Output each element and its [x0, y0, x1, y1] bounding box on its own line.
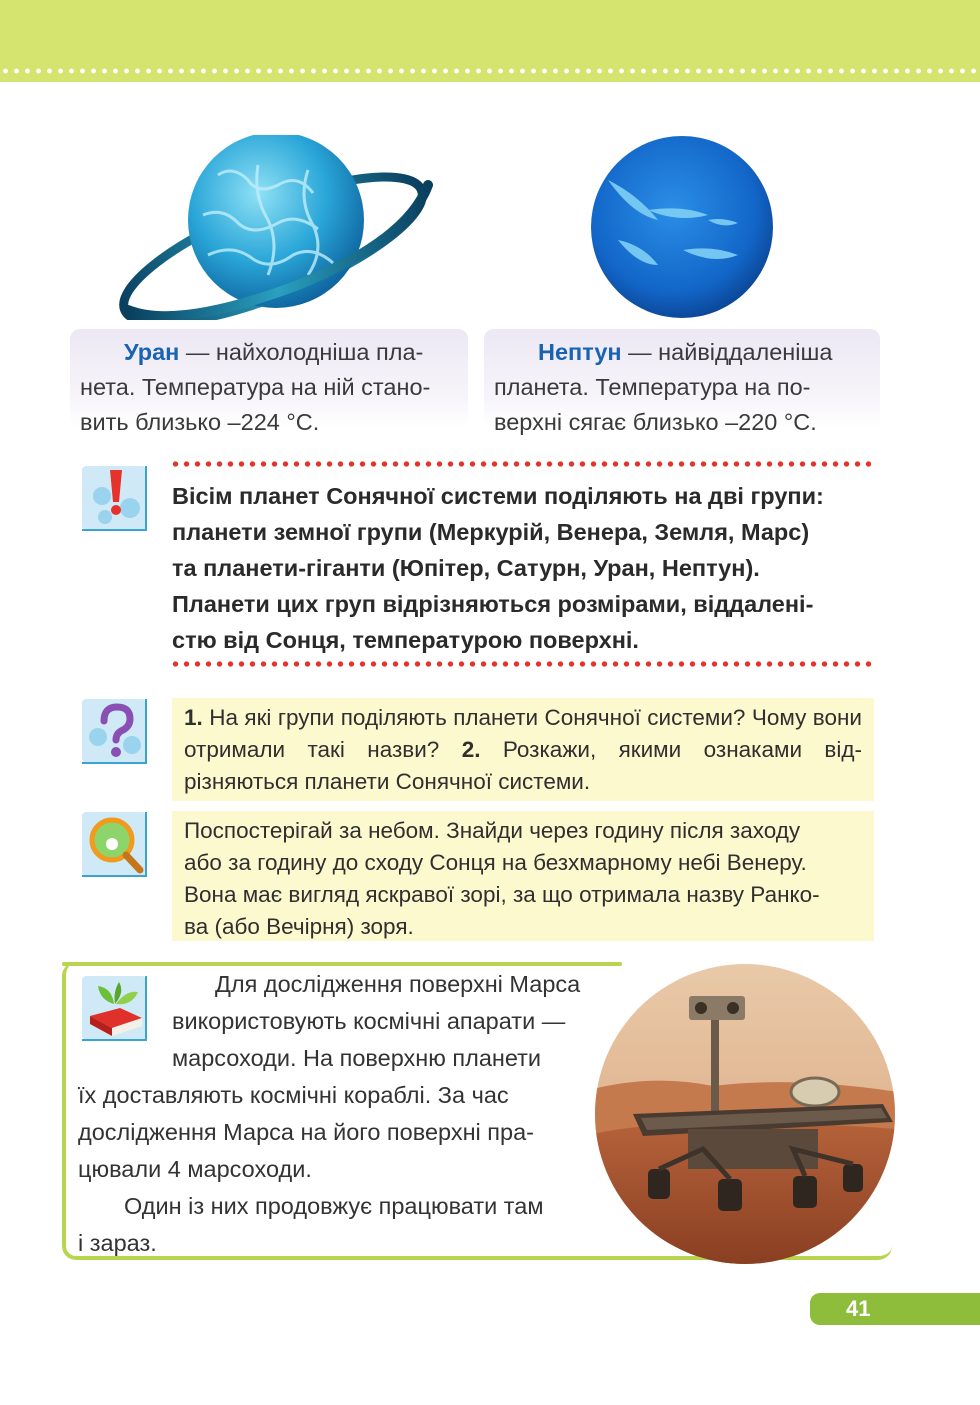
important-line-2: планети земної групи (Меркурій, Венера, Земля, Марс) [172, 519, 810, 545]
top-dotted-line [0, 68, 980, 74]
question-icon [80, 697, 152, 769]
observation-line-1: Поспостерігай за небом. Знайди через годину після заходу [184, 818, 801, 843]
neptune-text-line-3: верхні сягає близько –220 °С. [494, 409, 817, 435]
question-2-number: 2. [461, 737, 481, 762]
mars-line-4: їх доставляють космічні кораблі. За час [78, 1082, 509, 1108]
observation-box [172, 811, 874, 941]
important-bottom-dotline [170, 661, 875, 667]
magnifier-icon [80, 810, 152, 882]
question-2-text: Розкажи, якими ознаками від- різняються планети Сонячної системи. [184, 737, 862, 794]
exclamation-icon [80, 462, 152, 534]
uranus-caption [70, 329, 468, 435]
uranus-text-line-3: вить близько –224 °С. [80, 409, 320, 435]
questions-box [172, 698, 874, 801]
uranus-text-line-1: — найхолодніша пла- [179, 339, 424, 365]
neptune-text-line-1: — найвіддаленіша [621, 339, 833, 365]
uranus-term: Уран [124, 339, 180, 365]
neptune-text-line-2: планета. Температура на по- [494, 374, 811, 400]
mars-line-5: дослідження Марса на його поверхні пра- [78, 1119, 534, 1145]
mars-line-3: марсоходи. На поверхню планети [172, 1045, 542, 1071]
important-line-5: стю від Сонця, температурою поверхні. [172, 627, 639, 653]
important-text [172, 478, 874, 658]
important-line-4: Планети цих груп відрізняються розмірами, віддалені- [172, 591, 814, 617]
mars-line-8: і зараз. [78, 1230, 157, 1256]
neptune-term: Нептун [538, 339, 622, 365]
book-plant-icon [80, 974, 152, 1046]
mars-line-6: цювали 4 марсоходи. [78, 1156, 312, 1182]
neptune-caption [484, 329, 880, 435]
important-line-3: та планети-гіганти (Юпітер, Сатурн, Уран, Нептун). [172, 555, 760, 581]
mars-line-2: використовують космічні апарати — [172, 1008, 566, 1034]
observation-line-2: або за годину до сходу Сонця на безхмарному небі Венеру. [184, 850, 807, 875]
uranus-text-line-2: нета. Температура на ній стано- [80, 374, 431, 400]
mars-rover-photo [593, 964, 898, 1264]
mars-line-7: Один із них продовжує працювати там [124, 1193, 544, 1219]
observation-line-4: ва (або Вечірня) зоря. [184, 914, 414, 939]
mars-line-1: Для дослідження поверхні Марса [215, 971, 581, 997]
question-1-text: На які групи поділяють планети Сонячної системи? Чому вони отримали такі назви? [184, 705, 862, 762]
uranus-image [108, 135, 438, 320]
neptune-image [588, 135, 778, 320]
question-1-number: 1. [184, 705, 203, 730]
page-number: 41 [810, 1293, 980, 1325]
important-line-1: Вісім планет Сонячної системи поділяють на дві групи: [172, 483, 824, 509]
important-top-dotline [170, 461, 875, 467]
observation-line-3: Вона має вигляд яскравої зорі, за що отримала назву Ранко- [184, 882, 820, 907]
